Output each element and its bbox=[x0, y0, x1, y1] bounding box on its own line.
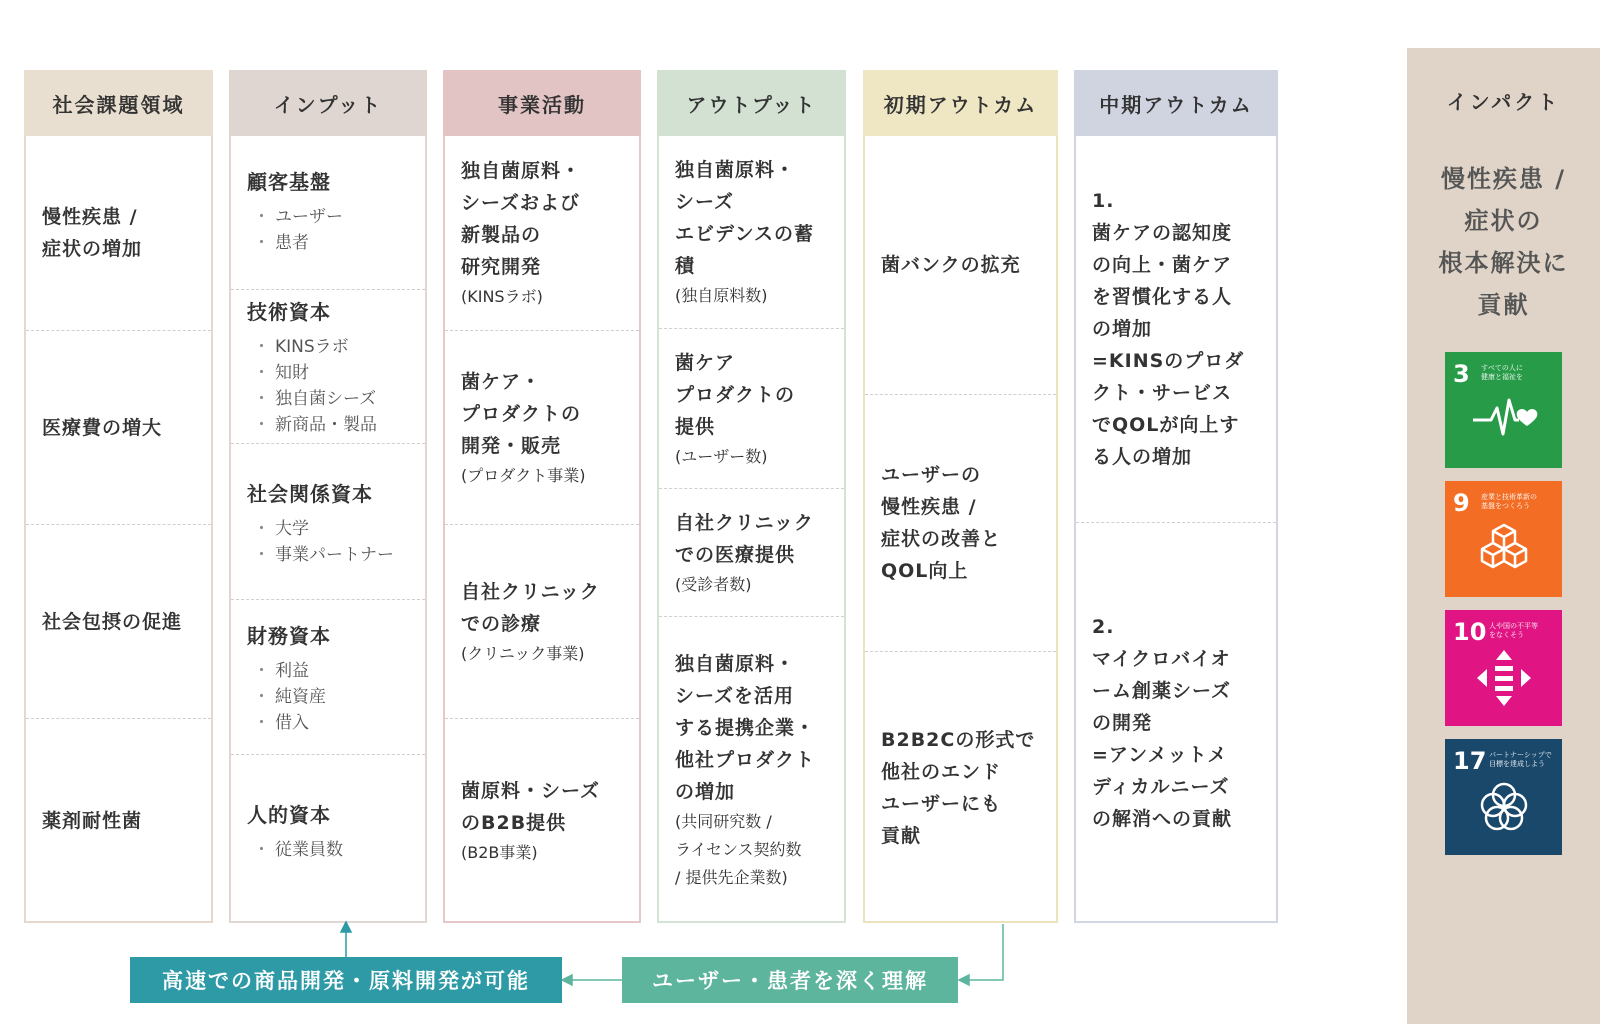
input-bullet: ・ 知財 bbox=[247, 360, 409, 386]
sdg-label: すべての人に 健康と福祉を bbox=[1481, 364, 1523, 381]
issue-chronic-disease: 慢性疾患 / 症状の増加 bbox=[42, 206, 143, 260]
activity-sub: (プロダクト事業) bbox=[461, 465, 586, 485]
activity-title: 独自菌原料・ シーズおよび 新製品の 研究開発 bbox=[461, 160, 582, 278]
output-title: 自社クリニック での医療提供 bbox=[675, 511, 814, 566]
input-bullet: ・ ユーザー bbox=[247, 204, 409, 230]
input-group-title: 財務資本 bbox=[247, 624, 331, 648]
output-title: 独自菌原料・ シーズ エビデンスの蓄 積 bbox=[675, 159, 815, 277]
issue-social-inclusion: 社会包摂の促進 bbox=[42, 610, 183, 633]
sdg-label: 産業と技術革新の 基盤をつくろう bbox=[1481, 493, 1537, 510]
input-bullet: ・ 借入 bbox=[247, 710, 409, 736]
activity-title: 自社クリニック での診療 bbox=[461, 580, 600, 635]
output-sub: (受診者数) bbox=[675, 574, 752, 594]
sdg-number: 3 bbox=[1453, 360, 1470, 388]
input-bullet: ・ 利益 bbox=[247, 658, 409, 684]
initial-outcome-item: ユーザーの 慢性疾患 / 症状の改善と QOL向上 bbox=[881, 464, 1002, 582]
input-group-title: 技術資本 bbox=[247, 300, 331, 324]
column-header: 事業活動 bbox=[443, 70, 641, 136]
output-sub: (独自原料数) bbox=[675, 286, 768, 305]
column-header: 初期アウトカム bbox=[863, 70, 1058, 136]
activity-title: 菌原料・シーズ のB2B提供 bbox=[461, 780, 601, 834]
initial-outcome-item: B2B2Cの形式で 他社のエンド ユーザーにも 貢献 bbox=[881, 728, 1036, 847]
input-bullet: ・ 純資産 bbox=[247, 684, 409, 710]
mid-outcome-item: 2. マイクロバイオ ーム創薬シーズ の開発 =アンメットメ ディカルニーズ の解消への貢献 bbox=[1092, 616, 1233, 830]
input-bullet: ・ 新商品・製品 bbox=[247, 412, 409, 438]
sdg-number: 17 bbox=[1453, 747, 1487, 775]
connector-outcome-line bbox=[968, 924, 1003, 980]
activity-sub: (B2B事業) bbox=[461, 843, 538, 862]
input-bullet: ・ 独自菌シーズ bbox=[247, 386, 409, 412]
sdg-number: 10 bbox=[1453, 618, 1487, 646]
column-header: 社会課題領域 bbox=[24, 70, 213, 136]
flow-label-rapid-development: 高速での商品開発・原料開発が可能 bbox=[130, 957, 562, 1003]
issue-medical-cost: 医療費の増大 bbox=[42, 416, 163, 439]
column-header: アウトプット bbox=[657, 70, 846, 136]
flow-label-understand-users: ユーザー・患者を深く理解 bbox=[622, 957, 958, 1003]
arrow-left-head bbox=[959, 975, 969, 985]
input-bullet: ・ 従業員数 bbox=[247, 837, 409, 863]
sdg-label: 人や国の不平等 をなくそう bbox=[1489, 622, 1538, 639]
mid-outcome-item: 1. 菌ケアの認知度 の向上・菌ケア を習慣化する人 の増加 =KINSのプロダ クト・サービス でQOLが向上す る人の増加 bbox=[1092, 190, 1245, 468]
input-group-title: 顧客基盤 bbox=[247, 170, 331, 194]
column-header: 中期アウトカム bbox=[1074, 70, 1278, 136]
activity-title: 菌ケア・ プロダクトの 開発・販売 bbox=[461, 370, 582, 457]
output-sub: (ユーザー数) bbox=[675, 446, 768, 466]
input-bullet: ・ 大学 bbox=[247, 516, 409, 542]
sdg-number: 9 bbox=[1453, 489, 1470, 517]
output-sub: (共同研究数 / ライセンス契約数 / 提供先企業数) bbox=[675, 812, 802, 887]
initial-outcome-item: 菌バンクの拡充 bbox=[881, 254, 1021, 276]
sdg-label: パートナーシップで 目標を達成しよう bbox=[1489, 751, 1552, 768]
input-bullet: ・ KINSラボ bbox=[247, 334, 409, 360]
activity-sub: (クリニック事業) bbox=[461, 643, 585, 663]
arrow-up-head bbox=[341, 922, 351, 932]
activity-sub: (KINSラボ) bbox=[461, 287, 543, 306]
arrow-left-head bbox=[562, 975, 572, 985]
issue-drug-resistance: 薬剤耐性菌 bbox=[42, 810, 143, 832]
output-title: 菌ケア プロダクトの 提供 bbox=[675, 351, 796, 438]
input-bullet: ・ 患者 bbox=[247, 230, 409, 256]
input-bullet: ・ 事業パートナー bbox=[247, 542, 409, 568]
column-header: インプット bbox=[229, 70, 427, 136]
input-group-title: 人的資本 bbox=[247, 803, 331, 827]
impact-text: 慢性疾患 / 症状の 根本解決に 貢献 bbox=[1438, 165, 1569, 319]
output-title: 独自菌原料・ シーズを活用 する提携企業・ 他社プロダクト の増加 bbox=[675, 653, 816, 803]
input-group-title: 社会関係資本 bbox=[247, 482, 373, 506]
impact-title: インパクト bbox=[1446, 90, 1561, 114]
